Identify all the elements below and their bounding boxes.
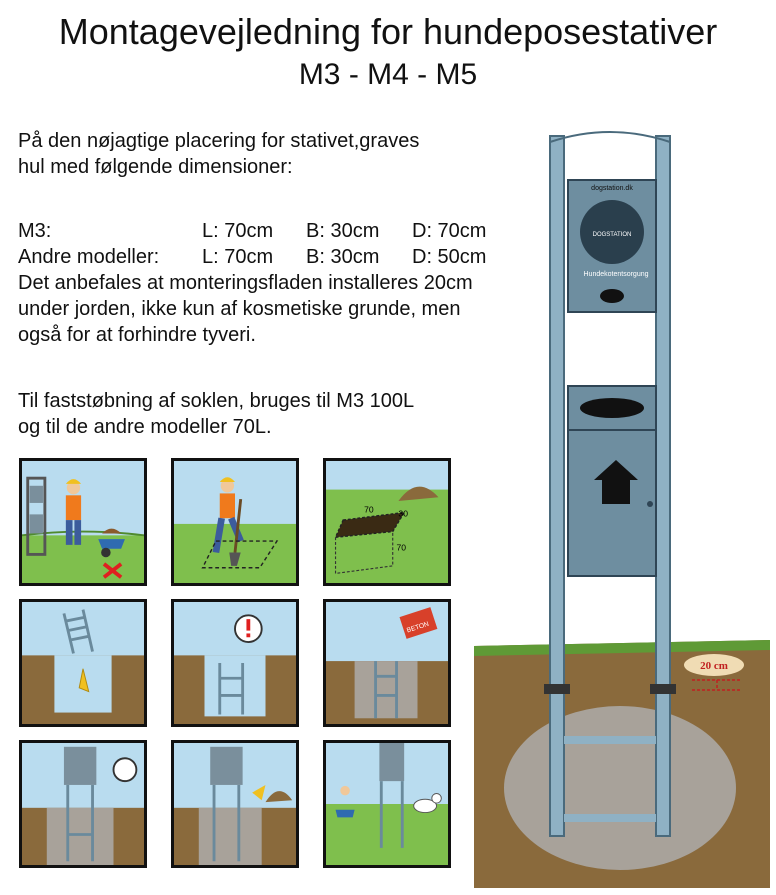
step-6-panel xyxy=(323,599,451,727)
dimension-length: L: 70cm xyxy=(202,220,274,242)
step-4-illustration xyxy=(22,602,144,724)
step-1-illustration xyxy=(22,461,144,583)
step-3-panel xyxy=(323,458,451,586)
step-2-illustration xyxy=(174,461,296,583)
page-title: Montagevejledning for hundeposestativer xyxy=(58,11,718,52)
step-5-illustration xyxy=(174,602,296,724)
hole-depth-label: 70 xyxy=(396,542,407,553)
step-3-illustration xyxy=(326,461,448,583)
step-2-panel xyxy=(171,458,299,586)
stand-drawing xyxy=(470,128,770,888)
step-8-panel xyxy=(171,740,299,868)
intro-line-1: På den nøjagtige placering for stativet,graves xyxy=(18,130,420,152)
step-5-panel xyxy=(171,599,299,727)
step-4-panel xyxy=(19,599,147,727)
stand-illustration xyxy=(470,128,770,888)
page-subtitle: M3 - M4 - M5 xyxy=(298,58,478,91)
dimension-width: B: 30cm xyxy=(306,220,380,242)
dimension-depth: D: 70cm xyxy=(412,220,487,242)
brand-tagline-label: Hundekotentsorgung xyxy=(583,271,649,278)
recommendation-line-2: under jorden, ikke kun af kosmetiske grunde, men xyxy=(18,298,461,320)
recommendation-text xyxy=(18,270,473,348)
dimension-model: Andre modeller: xyxy=(18,246,160,268)
step-6-illustration xyxy=(326,602,448,724)
intro-line-2: hul med følgende dimensioner: xyxy=(18,156,293,178)
step-7-panel xyxy=(19,740,147,868)
dimension-depth: D: 50cm xyxy=(412,246,487,268)
brand-url-label: dogstation.dk xyxy=(591,185,633,192)
concrete-line-2: og til de andre modeller 70L. xyxy=(18,416,272,438)
dimension-width: B: 30cm xyxy=(306,246,380,268)
hole-width-label: 30 xyxy=(398,508,408,519)
hole-length-label: 70 xyxy=(364,504,374,515)
concrete-line-1: Til faststøbning af soklen, bruges til M3 100L xyxy=(18,390,415,412)
beton-bag-label: BETON xyxy=(405,620,430,635)
dimension-length: L: 70cm xyxy=(202,246,274,268)
step-9-illustration xyxy=(326,743,448,865)
step-7-illustration xyxy=(22,743,144,865)
depth-marker-label: 20 cm xyxy=(700,660,728,672)
step-9-panel xyxy=(323,740,451,868)
concrete-text xyxy=(18,388,414,440)
step-8-illustration xyxy=(174,743,296,865)
brand-name-label: DOGSTATION xyxy=(592,232,632,238)
step-1-panel xyxy=(19,458,147,586)
recommendation-line-1: Det anbefales at monteringsfladen installeres 20cm xyxy=(18,272,473,294)
intro-text xyxy=(18,128,419,180)
recommendation-line-3: også for at forhindre tyveri. xyxy=(18,324,256,346)
dimension-model: M3: xyxy=(18,220,52,242)
